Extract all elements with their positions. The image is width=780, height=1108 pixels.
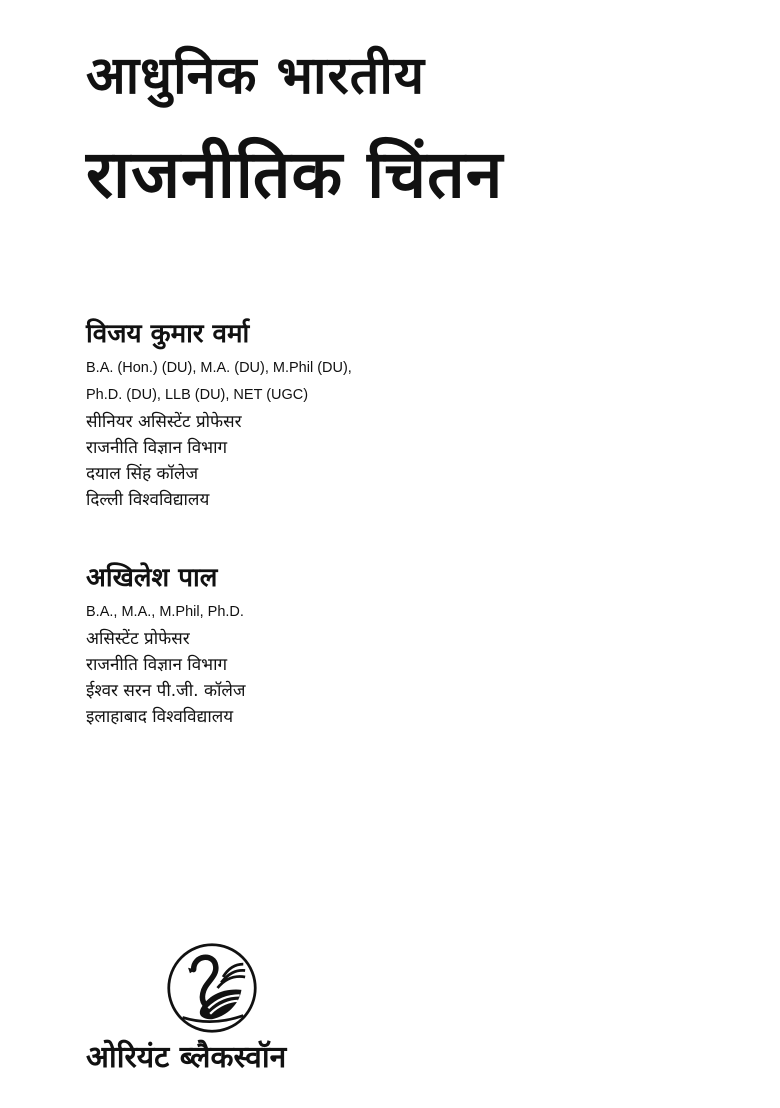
author-college: ईश्वर सरन पी.जी. कॉलेज <box>86 680 246 701</box>
author-university: दिल्ली विश्वविद्यालय <box>86 489 210 510</box>
black-swan-logo-icon <box>166 942 258 1034</box>
author-designation: सीनियर असिस्टेंट प्रोफेसर <box>86 411 242 432</box>
author-block-1 <box>86 318 606 513</box>
author-name: अखिलेश पाल <box>86 563 218 593</box>
author-degrees-line: B.A. (Hon.) (DU), M.A. (DU), M.Phil (DU), <box>86 359 352 376</box>
author-block-2 <box>86 562 606 730</box>
author-department: राजनीति विज्ञान विभाग <box>86 654 228 675</box>
author-designation: असिस्टेंट प्रोफेसर <box>86 628 190 649</box>
author-department: राजनीति विज्ञान विभाग <box>86 437 228 458</box>
publisher-name: ओरियंट ब्लैकस्वॉन <box>86 1040 287 1075</box>
book-title-line-1: आधुनिक भारतीय <box>86 46 426 106</box>
author-college: दयाल सिंह कॉलेज <box>86 463 199 484</box>
author-degrees-line: Ph.D. (DU), LLB (DU), NET (UGC) <box>86 386 309 403</box>
author-degrees-line: B.A., M.A., M.Phil, Ph.D. <box>86 603 244 620</box>
author-name: विजय कुमार वर्मा <box>86 319 250 349</box>
author-university: इलाहाबाद विश्वविद्यालय <box>86 706 234 727</box>
book-title-line-2: राजनीतिक चिंतन <box>86 136 504 213</box>
